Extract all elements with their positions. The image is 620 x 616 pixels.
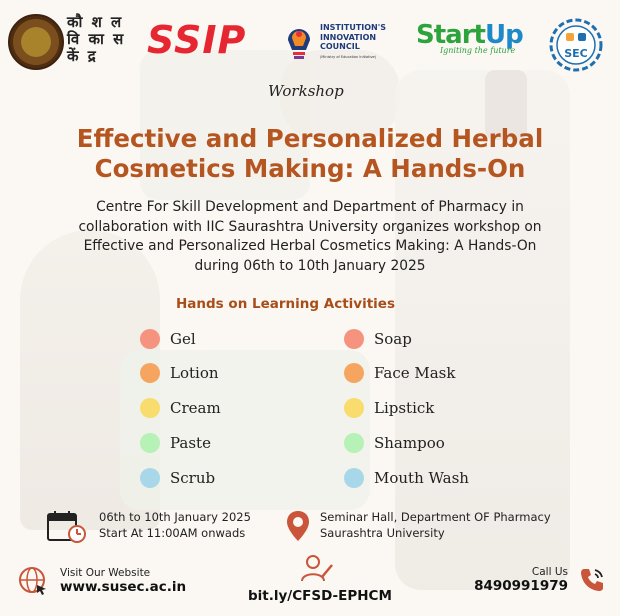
bullet-dot bbox=[140, 329, 160, 349]
activity-label: Paste bbox=[170, 434, 211, 452]
activity-label: Gel bbox=[170, 330, 196, 348]
description-line-4: during 06th to 10th January 2025 bbox=[194, 257, 426, 274]
venue-info bbox=[286, 510, 551, 542]
bullet-dot bbox=[344, 398, 364, 418]
activity-label: Lotion bbox=[170, 364, 219, 382]
activity-mouth-wash bbox=[344, 467, 469, 489]
iic-title bbox=[320, 23, 386, 52]
iic-logo bbox=[282, 18, 392, 66]
call-label: Call Us bbox=[531, 566, 568, 578]
schedule-text bbox=[99, 510, 251, 541]
call-block bbox=[474, 566, 606, 594]
bullet-dot bbox=[140, 363, 160, 383]
description-line-2: collaboration with IIC Saurashtra University organizes workshop on bbox=[78, 218, 542, 235]
activity-cream bbox=[140, 397, 221, 419]
ssip-logo: SSIP bbox=[147, 18, 247, 62]
activity-shampoo bbox=[344, 432, 445, 454]
page-title bbox=[20, 124, 600, 184]
bullet-dot bbox=[344, 329, 364, 349]
activity-face-mask bbox=[344, 362, 455, 384]
bullet-dot bbox=[344, 433, 364, 453]
description-line-3: Effective and Personalized Herbal Cosmetics Making: A Hands-On bbox=[83, 238, 537, 254]
hindi-line-2: वि का स bbox=[67, 30, 126, 48]
activity-lotion bbox=[140, 362, 219, 384]
hindi-line-3: कें द्र bbox=[67, 47, 98, 65]
title-line-1: Effective and Personalized Herbal bbox=[76, 124, 544, 153]
bullet-dot bbox=[140, 398, 160, 418]
bullet-dot bbox=[140, 468, 160, 488]
schedule-info bbox=[47, 510, 251, 544]
activity-label: Mouth Wash bbox=[374, 469, 469, 487]
activity-paste bbox=[140, 432, 211, 454]
activity-lipstick bbox=[344, 397, 434, 419]
activity-label: Cream bbox=[170, 399, 221, 417]
kaushal-vikas-kendra-logo bbox=[67, 14, 129, 65]
location-pin-icon bbox=[286, 510, 310, 542]
description bbox=[20, 198, 600, 276]
bullet-dot bbox=[344, 363, 364, 383]
hindi-line-1: कौ श ल bbox=[67, 13, 124, 31]
sec-logo bbox=[547, 16, 605, 74]
bullet-dot bbox=[140, 433, 160, 453]
activity-label: Face Mask bbox=[374, 364, 456, 382]
activity-label: Shampoo bbox=[374, 434, 445, 452]
startup-logo bbox=[416, 20, 523, 55]
startup-start: Start bbox=[416, 20, 485, 50]
bullet-dot bbox=[344, 468, 364, 488]
iic-subtitle: (Ministry of Education Initiative) bbox=[320, 55, 377, 59]
phone-icon bbox=[578, 566, 606, 594]
website-block bbox=[18, 566, 186, 596]
schedule-time: Start At 11:00AM onwads bbox=[99, 525, 246, 540]
university-emblem-logo bbox=[8, 14, 64, 70]
iic-line-1: INSTITUTION'S bbox=[320, 23, 386, 32]
globe-cursor-icon bbox=[18, 566, 48, 596]
calendar-clock-icon bbox=[47, 510, 87, 544]
description-line-1: Centre For Skill Development and Department of Pharmacy in bbox=[96, 199, 524, 215]
title-line-2: Cosmetics Making: A Hands-On bbox=[94, 154, 526, 183]
activity-gel bbox=[140, 328, 196, 350]
phone-number[interactable]: 8490991979 bbox=[474, 578, 568, 594]
registration-link[interactable]: bit.ly/CFSD-EPHCM bbox=[248, 588, 392, 604]
venue-line-1: Seminar Hall, Department OF Pharmacy bbox=[320, 510, 551, 524]
activity-scrub bbox=[140, 467, 215, 489]
activities-heading: Hands on Learning Activities bbox=[176, 296, 395, 312]
schedule-dates: 06th to 10th January 2025 bbox=[99, 510, 251, 524]
sec-gear-icon bbox=[547, 16, 605, 74]
sec-text: SEC bbox=[564, 47, 588, 60]
venue-line-2: Saurashtra University bbox=[320, 525, 445, 540]
venue-text bbox=[320, 510, 551, 541]
activity-soap bbox=[344, 328, 412, 350]
call-text bbox=[474, 566, 568, 594]
activity-label: Soap bbox=[374, 330, 412, 348]
website-link[interactable]: www.susec.ac.in bbox=[60, 579, 187, 595]
website-text bbox=[60, 567, 186, 595]
startup-tagline: Igniting the future bbox=[440, 46, 516, 55]
iic-line-3: COUNCIL bbox=[320, 42, 360, 51]
iic-line-2: INNOVATION bbox=[320, 32, 377, 42]
registration-user-icon bbox=[300, 553, 334, 585]
activity-label: Lipstick bbox=[374, 399, 435, 417]
website-label: Visit Our Website bbox=[60, 567, 151, 579]
startup-up: Up bbox=[484, 20, 523, 50]
iic-bulb-icon bbox=[282, 18, 316, 62]
workshop-label: Workshop bbox=[268, 82, 344, 100]
activity-label: Scrub bbox=[170, 469, 216, 487]
